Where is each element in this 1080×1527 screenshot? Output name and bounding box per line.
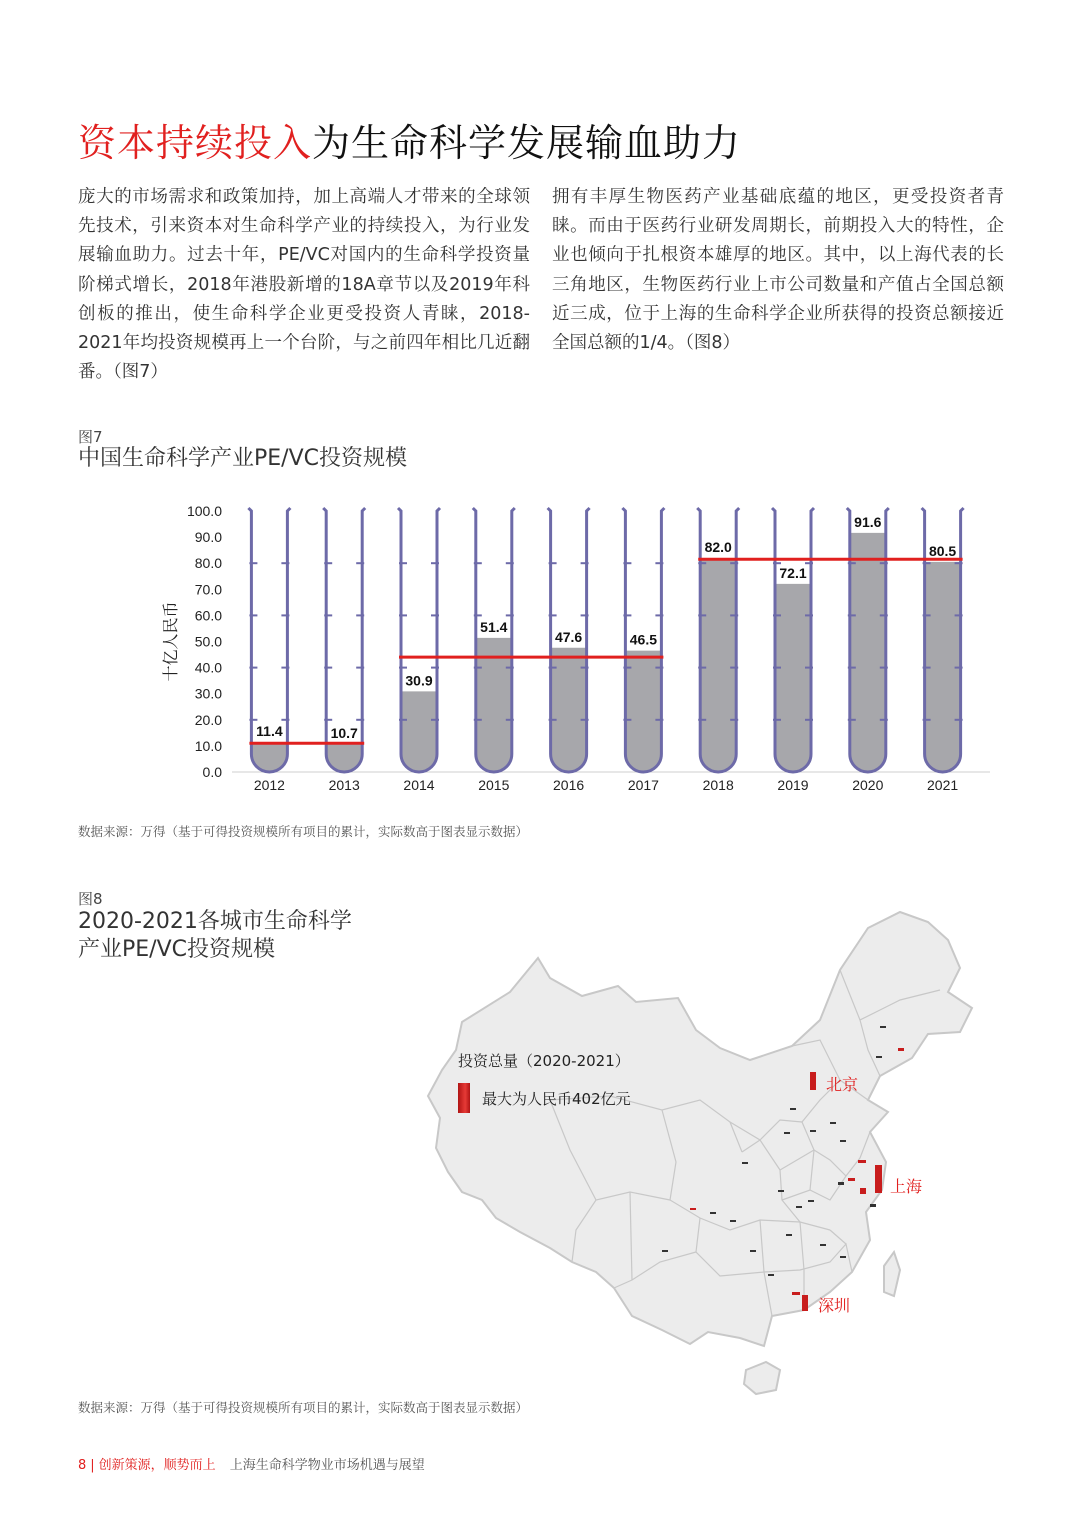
map-legend (458, 1050, 631, 1113)
data-label: 30.9 (405, 672, 433, 689)
page-title (78, 112, 741, 167)
data-label: 46.5 (629, 631, 658, 648)
city-label-shanghai: 上海 (890, 1177, 923, 1196)
city-label-shenzhen: 深圳 (818, 1296, 851, 1315)
taiwan-island (884, 1252, 900, 1296)
figure8-label: 图8 (78, 890, 103, 908)
page-footer (78, 1454, 425, 1473)
x-tick-label: 2021 (927, 777, 959, 793)
figure8-source: 数据来源：万得（基于可得投资规模所有项目的累计，实际数高于图表显示数据） (78, 1400, 529, 1415)
x-tick-label: 2016 (553, 777, 585, 793)
y-axis-title: 十亿人民币 (161, 601, 180, 682)
data-label: 10.7 (330, 725, 358, 742)
legend-row (458, 1083, 631, 1113)
footer-separator: | (90, 1458, 95, 1473)
bar (401, 691, 437, 772)
bar (850, 533, 886, 772)
bar (625, 651, 661, 772)
y-tick-label: 0.0 (202, 764, 222, 780)
title-rest: 为生命科学发展输血助力 (312, 121, 742, 165)
bar (700, 558, 736, 772)
data-label: 11.4 (256, 723, 283, 740)
data-label: 91.6 (854, 513, 882, 530)
y-tick-label: 90.0 (194, 529, 222, 546)
y-tick-label: 100.0 (186, 503, 222, 519)
x-tick-label: 2017 (627, 777, 659, 793)
figure7-title: 中国生命科学产业PE/VC投资规模 (78, 446, 407, 471)
title-highlight: 资本持续投入 (78, 121, 313, 165)
footer-doc-title: 上海生命科学物业市场机遇与展望 (229, 1458, 425, 1473)
data-label: 80.5 (928, 542, 957, 559)
city-label-beijing: 北京 (826, 1075, 859, 1094)
figure7-label: 图7 (78, 428, 103, 446)
page-number: 8 (78, 1458, 87, 1473)
y-tick-label: 50.0 (194, 633, 222, 650)
x-tick-label: 2019 (777, 777, 809, 793)
figure8-title-line1: 2020-2021各城市生命科学 (78, 909, 352, 934)
legend-title: 投资总量（2020-2021） (458, 1052, 630, 1070)
data-label: 51.4 (480, 618, 508, 635)
legend-text: 最大为人民币402亿元 (482, 1089, 631, 1108)
footer-section: 创新策源，顺势而上 (98, 1458, 216, 1473)
figure7-source: 数据来源：万得（基于可得投资规模所有项目的累计，实际数高于图表显示数据） (78, 824, 529, 839)
y-tick-label: 10.0 (194, 737, 222, 754)
x-tick-label: 2018 (702, 777, 734, 793)
bar (551, 648, 587, 772)
data-label: 47.6 (554, 628, 583, 645)
x-tick-label: 2012 (253, 777, 285, 793)
figure8-title-line2: 产业PE/VC投资规模 (78, 937, 275, 962)
x-tick-label: 2013 (328, 777, 360, 793)
data-label: 72.1 (779, 564, 807, 581)
x-tick-label: 2014 (403, 777, 435, 793)
y-tick-label: 30.0 (194, 685, 222, 702)
x-tick-label: 2020 (852, 777, 884, 793)
y-tick-label: 60.0 (194, 607, 222, 624)
intro-paragraph-right: 拥有丰厚生物医药产业基础底蕴的地区，更受投资者青睐。而由于医药行业研发周期长，前期投入大的特性，企业也倾向于扎根资本雄厚的地区。其中，以上海代表的长三角地区，生物医药行业上市公司数量和产值占全国总额近三成，位于上海的生命科学企业所获得的投资总额接近全国总额的1/4。（图8） (552, 187, 1004, 354)
y-tick-label: 40.0 (194, 659, 222, 676)
y-tick-label: 80.0 (194, 555, 222, 572)
y-tick-label: 20.0 (194, 711, 222, 728)
intro-paragraph-left: 庞大的市场需求和政策加持，加上高端人才带来的全球领先技术，引来资本对生命科学产业的持续投入，为行业发展输血助力。过去十年，PE/VC对国内的生命科学投资量阶梯式增长，2018年港股新增的18A章节以及2019年科创板的推出，使生命科学企业更受投资人青睐，2018-2021年均投资规模再上一个台阶，与之前四年相比几近翻番。（图7） (78, 187, 530, 383)
figure7-chart (150, 490, 1000, 800)
china-map (400, 900, 1000, 1400)
hainan-island (744, 1362, 780, 1394)
legend-bar-icon (458, 1083, 470, 1113)
data-label: 82.0 (704, 538, 732, 555)
bar (775, 584, 811, 772)
y-tick-label: 70.0 (194, 581, 222, 598)
figure8-title (78, 908, 352, 964)
x-tick-label: 2015 (478, 777, 510, 793)
